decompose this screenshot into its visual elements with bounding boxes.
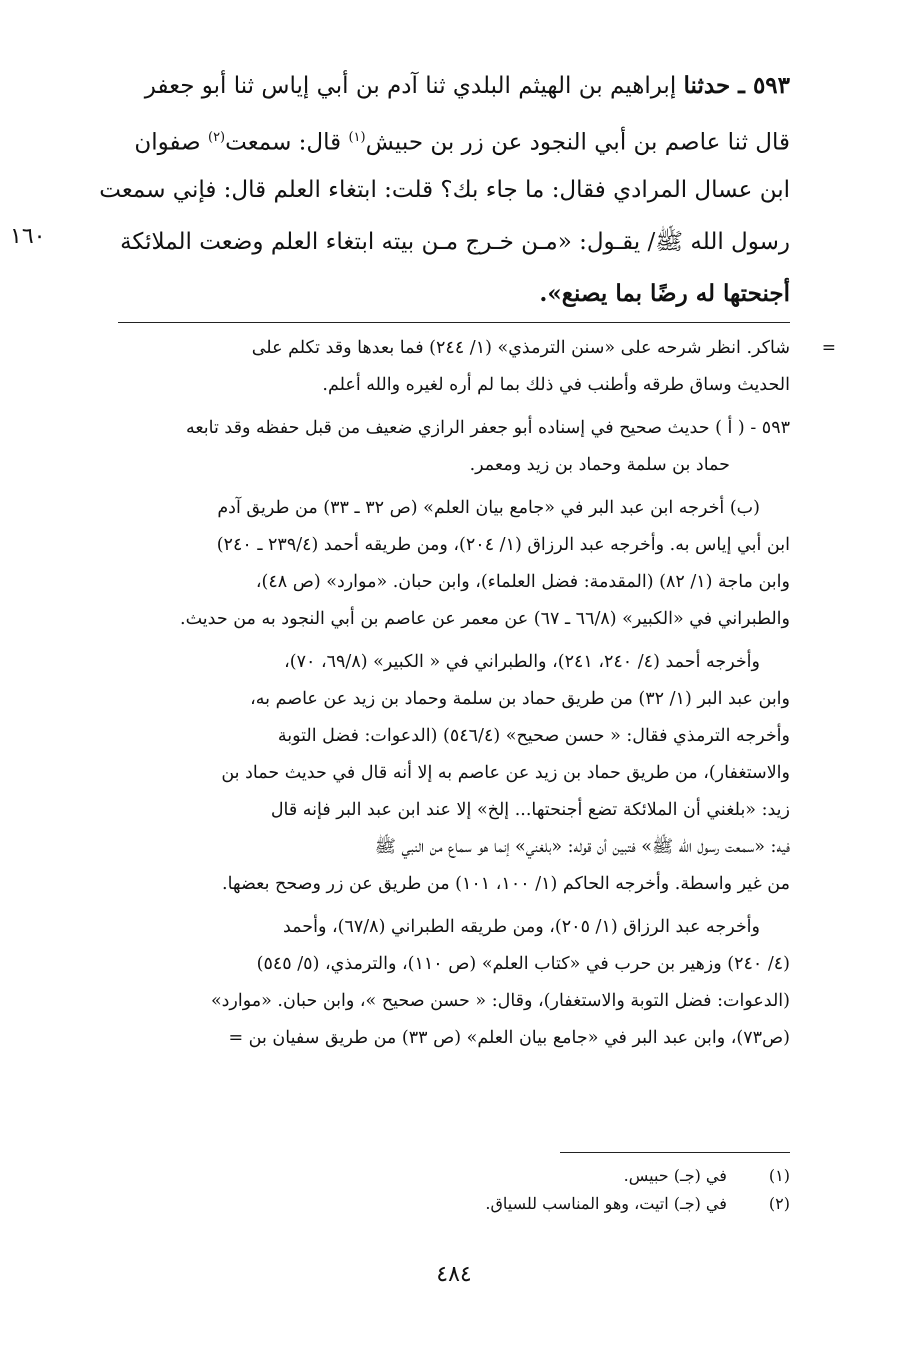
note-line: الحديث وساق طرقه وأطنب في ذلك بما لم أره لغيره والله أعلم. bbox=[322, 375, 790, 395]
note-line: ٥٩٣ - ( أ ) حديث صحيح في إسناده أبو جعفر الرازي ضعيف من قبل حفظه وقد تابعه bbox=[185, 418, 790, 438]
note-line: (ص٧٣)، وابن عبد البر في «جامع بيان العلم» (ص ٣٣) من طريق سفيان بن = bbox=[228, 1028, 790, 1048]
note-line: = شاكر. انظر شرحه على «سنن الترمذي» (١/ ٢٤٤) فما بعدها وقد تكلم على bbox=[118, 330, 790, 367]
hadith-number: ٥٩٣ ـ حدثنا bbox=[683, 72, 790, 99]
main-line-3: ابن عسال المرادي فقال: ما جاء بك؟ قلت: ابتغاء العلم قال: فإني سمعت bbox=[99, 177, 790, 203]
footnote-text: في (جـ) حبيس. bbox=[623, 1166, 727, 1185]
main-line-1: ٥٩٣ ـ حدثنا إبراهيم بن الهيثم البلدي ثنا آدم بن أبي إياس ثنا أبو جعفر bbox=[144, 72, 790, 99]
note-line: (٤/ ٢٤٠) وزهير بن حرب في «كتاب العلم» (ص ١١٠)، والترمذي، (٥/ ٥٤٥) bbox=[256, 954, 790, 974]
main-line-4: رسول الله ﷺ/ يقـول: «مـن خـرج مـن بيته ابتغاء العلم وضعت الملائكة bbox=[120, 229, 790, 255]
footnote-ref-2: (٢) bbox=[207, 130, 226, 145]
main-line-2: قال ثنا عاصم بن أبي النجود عن زر بن حبيش$^{(١)}$ قال: سمعت$^{(٢)}$ صفوان bbox=[134, 129, 790, 156]
footnote-text: في (جـ) اتيت، وهو المناسب للسياق. bbox=[485, 1194, 727, 1213]
note-line: فيه: «سمعت رسول الله ﷺ» فتبين أن قوله: «بلغني» إنما هو سماع من النبي ﷺ bbox=[374, 837, 790, 857]
manuscript-folio-marker: ١٦٠ bbox=[10, 224, 46, 249]
footnote-item bbox=[118, 1190, 790, 1218]
note-line: والاستغفار)، من طريق حماد بن زيد عن عاصم به إلا أنه قال في حديث حماد بن bbox=[221, 763, 790, 783]
footnote-item bbox=[118, 1162, 790, 1190]
note-line: (الدعوات: فضل التوبة والاستغفار)، وقال: « حسن صحيح »، وابن حبان. «موارد» bbox=[210, 991, 790, 1011]
note-line: من غير واسطة. وأخرجه الحاكم (١/ ١٠٠، ١٠١) من طريق عن زر وصحح بعضها. bbox=[222, 874, 790, 894]
note-line: وأخرجه عبد الرزاق (١/ ٢٠٥)، ومن طريقه الطبراني (٦٧/٨)، وأحمد bbox=[282, 917, 760, 937]
footnote-number: (١) bbox=[768, 1166, 790, 1185]
note-line: وأخرجه الترمذي فقال: « حسن صحيح» (٥٤٦/٤) (الدعوات: فضل التوبة bbox=[277, 726, 790, 746]
main-line-5: أجنحتها له رضًا بما يصنع». bbox=[539, 280, 790, 307]
note-line: وابن عبد البر (١/ ٣٢) من طريق حماد بن سلمة وحماد بن زيد عن عاصم به، bbox=[250, 689, 790, 709]
footnotes bbox=[118, 1162, 790, 1218]
note-line: (ب) أخرجه ابن عبد البر في «جامع بيان العلم» (ص ٣٢ ـ ٣٣) من طريق آدم bbox=[217, 498, 760, 518]
footnote-number: (٢) bbox=[768, 1194, 790, 1213]
editor-notes bbox=[118, 330, 836, 1057]
footnote-divider bbox=[560, 1152, 790, 1153]
notes-divider bbox=[118, 322, 790, 323]
page-number: ٤٨٤ bbox=[436, 1262, 472, 1287]
note-line: ابن أبي إياس به. وأخرجه عبد الرزاق (١/ ٢٠٤)، ومن طريقه أحمد (٢٣٩/٤ ـ ٢٤٠) bbox=[216, 535, 790, 555]
note-line: وابن ماجة (١/ ٨٢) (المقدمة: فضل العلماء)، وابن حبان. «موارد» (ص ٤٨)، bbox=[255, 572, 790, 592]
continuation-mark: = bbox=[821, 338, 836, 358]
note-line: زيد: «بلغني أن الملائكة تضع أجنحتها... إلخ» إلا عند ابن عبد البر فإنه قال bbox=[270, 800, 790, 820]
hadith-main-text bbox=[99, 60, 790, 320]
note-line: حماد بن سلمة وحماد بن زيد ومعمر. bbox=[469, 455, 730, 475]
note-line: والطبراني في «الكبير» (٦٦/٨ ـ ٦٧) عن معمر عن عاصم بن أبي النجود به من حديث. bbox=[180, 609, 790, 629]
footnote-ref-1: (١) bbox=[348, 130, 366, 145]
note-line: وأخرجه أحمد (٤/ ٢٤٠، ٢٤١)، والطبراني في « الكبير» (٦٩/٨، ٧٠)، bbox=[284, 652, 760, 672]
